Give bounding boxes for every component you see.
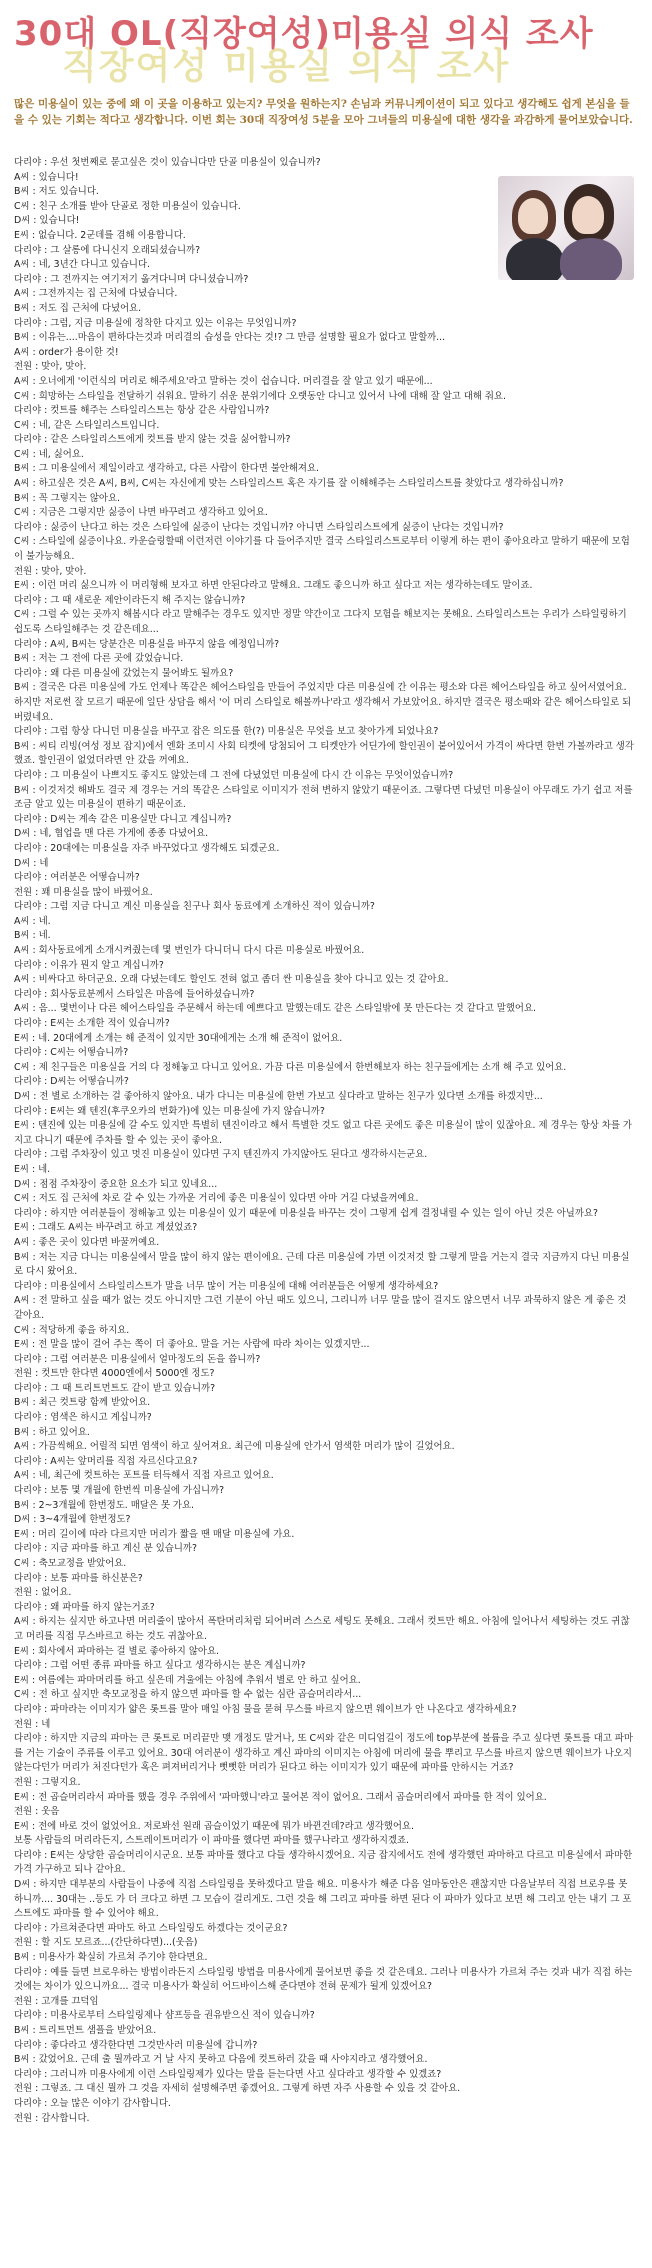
dialog-line: 다리야 : E씨는 소개한 적이 있습니까? <box>14 1018 170 1030</box>
dialog-line: B씨 : 트리트먼트 샘플을 받았어요. <box>14 2025 157 2036</box>
dialog-line: 다리야 : 지금 파마를 하고 계신 분 있습니까? <box>14 1543 197 1555</box>
dialog-line: E씨 : 네. 20대에게 소개는 해 준적이 있지만 30대에게는 소개 해 준적이 없어요. <box>14 1032 343 1044</box>
dialog-line: 다리야 : 그 때 트리트먼트도 같이 받고 있습니까? <box>14 1382 216 1394</box>
dialog-line: 다리야 : 오늘 많은 이야기 감사합니다. <box>14 2097 171 2109</box>
dialog-line: E씨 : 이런 머리 싫으니까 이 머리형해 보자고 하면 안된다라고 말해요. 그래도 좋으니까 하고 싶다고 저는 생각하는데도 말이죠. <box>14 580 533 592</box>
title-shadow: 직장여성 미용실 의식 조사 <box>62 46 511 87</box>
dialog-line: A씨 : 오너에게 '이런식의 머리로 해주세요'라고 말하는 것이 쉽습니다. 머리결을 잘 알고 있기 때문에... <box>14 375 433 387</box>
dialog-line: A씨 : 전 말하고 싶을 때가 없는 것도 아니지만 그런 기분이 아닌 때도 있으니, 그리니까 너무 말을 많이 걸지도 않으면서 너무 과묵하지 않은 게 좋은 것 같아요. <box>14 1295 627 1321</box>
dialog-line: A씨 : 네, 최근에 컷트하는 포트를 터득해서 직접 자르고 있어요. <box>14 1470 274 1482</box>
dialog-line: 다리야 : 보통 파마를 하신분은? <box>14 1572 143 1584</box>
dialog-line: 전원 : 할 지도 모르죠...(간단하다면)...(웃음) <box>14 1937 198 1949</box>
page-title: 30대 OL(직장여성)미용실 의식 조사 <box>14 14 594 54</box>
dialog-line: 전원 : 웃음 <box>14 1806 60 1818</box>
dialog-line: 다리야 : C씨는 어떻습니까? <box>14 1047 129 1059</box>
dialog-line: E씨 : 머리 길이에 따라 다르지만 머리가 짧을 땐 매달 미용실에 가요. <box>14 1528 295 1540</box>
dialog-line: 다리야 : 그 살롱에 다니신지 오래되셨습니까? <box>14 244 201 256</box>
dialog-line: B씨 : 네. <box>14 930 51 942</box>
dialog-line: 다리야 : 그럼 여러분은 미용실에서 얼마정도의 돈을 씁니까? <box>14 1353 261 1365</box>
dialog-line: 다리야 : A씨, B씨는 당분간은 미용실을 바꾸지 않을 예정입니까? <box>14 638 280 650</box>
dialog-line: C씨 : 네, 같은 스타일리스트입니다. <box>14 419 160 431</box>
dialog-line: B씨 : 저도 있습니다. <box>14 186 99 198</box>
dialog-line: A씨 : 그전까지는 집 근처에 다녔습니다. <box>14 288 178 300</box>
dialog-line: A씨 : 좋은 곳이 있다면 바꿀꺼예요. <box>14 1236 160 1248</box>
dialog-line: 다리야 : 그럼 항상 다니던 미용실을 바꾸고 잡은 의도를 한(?) 미용실은 무엇을 보고 찾아가게 되었나요? <box>14 726 439 738</box>
dialog-line: 다리야 : 회사동료분께서 스타일은 마음에 들어하셨습니까? <box>14 988 255 1000</box>
dialog-line: C씨 : 그럴 수 있는 곳까지 해봅시다 라고 말해주는 경우도 있지만 정말 약간이고 그다지 모험을 해보지는 못해요. 스타일리스트는 우리가 스타일링하기 쉽도록 스타일해주는 것 같은데요... <box>14 609 627 635</box>
dialog-line: C씨 : 네, 싫어요. <box>14 448 84 460</box>
dialog-line: A씨 : order가 용이한 것! <box>14 346 119 358</box>
dialog-line: 다리야 : E씨는 상당한 곱슬머리이시군요. 보통 파마를 했다고 다들 생각하시겠어요. 지금 잡지에서도 전에 생각했던 파마하고 다르고 미용실에서 파마한 가격 가구하고 되나 같아요. <box>14 1849 633 1876</box>
dialog-line: 다리야 : 그 전까지는 여기저기 옮겨다니며 다니셨습니까? <box>14 273 249 285</box>
dialog-line: 전원 : 그렇지요. <box>14 1776 81 1788</box>
dialog-line: 전원 : 맞아, 맞아. <box>14 565 87 577</box>
dialog-line: 다리야 : 그럼 주차장이 있고 멋진 미용실이 있다면 구지 텐진까지 가지않아도 된다고 생각하시는군요. <box>14 1149 428 1161</box>
dialog-line: E씨 : 없습니다. 2군데를 겸해 이용합니다. <box>14 229 186 241</box>
dialog-line: E씨 : 여름에는 파마머리를 하고 싶은데 겨울에는 아침에 추워서 별로 안 하고 싶어요. <box>14 1674 361 1686</box>
dialog-line: 다리야 : D씨는 계속 같은 미용실만 다니고 계십니까? <box>14 813 232 825</box>
dialog-line: C씨 : 희망하는 스타일을 전달하기 쉬워요. 말하기 쉬운 분위기에다 오랫동안 다니고 있어서 나에 대해 잘 알고 대해 줘요. <box>14 390 506 402</box>
dialog-line: B씨 : 이유는....마음이 편하다는것과 머리결의 습성을 안다는 것!? 그 만큼 설명할 필요가 없다고 말할까... <box>14 332 446 344</box>
dialog-line: B씨 : 2~3개월에 한번정도. 매달은 못 가요. <box>14 1499 195 1511</box>
dialog-line: E씨 : 전에 바로 것이 없었어요. 저로봐선 원래 곱슬이었기 때문에 뭐가 바뀐건데?라고 생각했어요. <box>14 1820 414 1832</box>
dialog-line: D씨 : 3~4개월에 한번정도? <box>14 1514 131 1526</box>
dialog-line: B씨 : 저는 그 전에 다른 곳에 갔었습니다. <box>14 653 184 665</box>
dialog-line: 다리야 : 20대에는 미용실을 자주 바꾸었다고 생각해도 되겠군요. <box>14 842 280 854</box>
dialog-line: B씨 : 미용사가 확실히 가르쳐 주기야 한다면요. <box>14 1952 208 1964</box>
dialog-line: B씨 : 결국은 다른 미용실에 가도 언제나 똑같은 헤어스타일을 만들어 주었지만 다른 미용실에 간 이유는 평소와 다른 헤어스타일을 하고 싶어서였어요. 하지만 저로썬 잘 모르기 때문에 일단 상담을 해서 '이 머리 스타일로 해볼까나'라고 생각해서 가보았어요. 하지만 결국은 평소때와 같은 헤어스타일로 되버렸네요. <box>14 682 632 723</box>
dialog-line: 다리야 : 왜 다른 미용실에 갔었는지 물어봐도 될까요? <box>14 667 234 679</box>
dialog-line: E씨 : 회사에서 파마하는 걸 별로 좋아하지 않아요. <box>14 1645 219 1657</box>
dialog-line: 전원 : 그렇죠. 그 대신 뭘까 그 것을 자세히 설명해주면 좋겠어요. 그렇게 하면 자주 사용할 수 있을 것 같아요. <box>14 2083 461 2095</box>
intro-paragraph: 많은 미용실이 있는 중에 왜 이 곳을 이용하고 있는지? 무엇을 원하는지? 손님과 커뮤니케이션이 되고 있다고 생각해도 쉽게 본심을 들을 수 있는 기회는 적다고 생각합니다. 이번 회는 30대 직장여성 5분을 모아 그녀들의 미용실에 대한 생각을 과감하게 물어보았습니다. <box>14 98 633 126</box>
dialog-line: E씨 : 텐진에 있는 미용실에 갈 수도 있지만 특별히 텐진이라고 해서 특별한 것도 없고 다른 곳에도 좋은 미용실이 많이 있잖아요. 제 경우는 항상 차를 가지고 다니기 때문에 주차를 할 수 있는 곳이 좋아요. <box>14 1120 632 1146</box>
dialog-line: B씨 : 최근 컷트랑 함께 받았어요. <box>14 1397 151 1409</box>
dialog-line: D씨 : 하지만 대부분의 사람들이 나중에 직접 스타일링을 못하겠다고 말을 해요. 미용사가 해준 다음 얼마동안은 괜찮지만 다음날부터 직접 브로우를 못하니까.... 30대는 ..등도 가 더 크다고 하면 그 모습이 걸리게도. 그런 것을 해 그리고 파마를 하면 된다 이 파마가 있다고 보면 해 그리고 안는 내기 그 포스트에도 파마를 할 수 있어야 해요. <box>14 1879 632 1920</box>
dialog-line: D씨 : 있습니다! <box>14 215 80 227</box>
dialog-line: C씨 : 축모교정을 받았어요. <box>14 1558 127 1569</box>
dialog-line: 다리야 : 보통 몇 개월에 한번씩 미용실에 가십니까? <box>14 1485 225 1497</box>
dialog-line: A씨 : 회사동료에게 소개시켜줬는데 몇 번인가 다니더니 다시 다른 미용실로 바꿨어요. <box>14 945 365 957</box>
dialog-line: A씨 : 비싸다고 하더군요. 오래 다녔는데도 할인도 전혀 없고 좀더 싼 미용실을 찾아 다니고 있는 것 같아요. <box>14 974 449 986</box>
dialog-line: A씨 : 음... 몇번이나 다른 헤어스타일을 주문해서 하는데 예쁘다고 말했는데도 같은 스타일밖에 못 만든다는 것 같다고 말했어요. <box>14 1003 536 1015</box>
dialog-line: D씨 : 전 별로 소개하는 걸 좋아하지 않아요. 내가 다니는 미용실에 한번 가보고 싶다라고 말하는 친구가 있다면 소개를 하겠지만... <box>14 1091 543 1102</box>
dialog-line: C씨 : 저도 집 근처에 차로 갈 수 있는 가까운 거리에 좋은 미용실이 있다면 아마 거길 다녔을꺼예요. <box>14 1193 419 1205</box>
dialog-line: E씨 : 전 곱슬머리라서 파마를 했을 경우 주위에서 '파마했니'라고 물어본 적이 없어요. 그래서 곱슬머리에서 파마를 한 적이 있어요. <box>14 1791 547 1803</box>
dialog-line: D씨 : 네 <box>14 857 49 869</box>
dialog-line: 다리야 : 하지만 지금의 파마는 큰 롯트로 머리끝만 맺 개정도 말거나, 또 C씨와 같은 미디엄길이 정도에 top부분에 볼륨을 주고 싶다면 롯트를 대고 파마를 거는 기술이 주류를 이루고 있어요. 30대 여러분이 생각하고 계신 파마의 이미지는 아침에 머리에 물을 뿌리고 무스를 바르지 않으면 웨이브가 나오지 않는다던가 머리가 처진다던가 혹은 펴져버리거나 뻣뻣한 머리가 된다고 하는 이미지가 있기 때문에 파마를 안하시는 거죠? <box>14 1733 633 1774</box>
dialog-line: 다리야 : 가르쳐준다면 파마도 하고 스타일링도 하겠다는 것이군요? <box>14 1922 288 1934</box>
dialog-line: A씨 : 가끔씩해요. 어릴적 되면 염색이 하고 싶어져요. 최근에 미용실에 안가서 염색한 머리가 많이 길었어요. <box>14 1441 455 1453</box>
title-area <box>0 0 652 92</box>
dialog-line: 다리야 : 그럼 어떤 종류 파마를 하고 싶다고 생각하시는 분은 계십니까? <box>14 1660 306 1672</box>
dialog-line: B씨 : 갔었어요. 근데 출 뭘까라고 거 날 사지 못하고 다음에 컷트하러 갔을 때 사야지라고 생각했어요. <box>14 2054 428 2066</box>
dialog-line: C씨 : 친구 소개를 받아 단골로 정한 미용실이 있습니다. <box>14 200 241 212</box>
dialog-line: 보통 사람들의 머리라든지, 스트레이트머리가 이 파마를 했다면 파마를 했구나라고 생각하지겠죠. <box>14 1835 410 1847</box>
dialog-line: 다리야 : 좋다라고 생각한다면 그것만사러 미용실에 갑니까? <box>14 2039 258 2051</box>
dialog-line: B씨 : 하고 있어요. <box>14 1426 90 1438</box>
dialog-line: A씨 : 네. <box>14 915 51 927</box>
dialog-line: 다리야 : E씨는 왜 텐진(후쿠오카의 번화가)에 있는 미용실에 가지 않습니까? <box>14 1105 325 1117</box>
dialog-line: E씨 : 전 말을 많이 걸어 주는 쪽이 더 좋아요. 말을 거는 사람에 따라 차이는 있겠지만... <box>14 1339 370 1351</box>
dialog-line: B씨 : 이것저것 해봐도 결국 제 경우는 거의 똑같은 스타일로 이미지가 전혀 변하지 않았기 때문이죠. 그렇다면 다녔던 미용실이 아무래도 가기 쉽고 저를 조금 알고 있는 미용실이 편하기 때문이죠. <box>14 784 633 811</box>
dialog-line: C씨 : 지금은 그렇지만 싫증이 나면 바꾸려고 생각하고 있어요. <box>14 507 268 519</box>
dialog-line: 전원 : 네 <box>14 1718 51 1730</box>
dialog-line: 다리야 : 그 미용실이 나쁘지도 좋지도 않았는데 그 전에 다녔었던 미용실에 다시 간 이유는 무엇이었습니까? <box>14 769 454 781</box>
dialog-line: 전원 : 맞아, 맞아. <box>14 361 87 373</box>
dialog-line: 전원 : 컷트만 한다면 4000엔에서 5000엔 정도? <box>14 1368 215 1380</box>
dialog-line: A씨 : 하지는 싶지만 하고나면 머리줄이 많아서 폭탄머리처럼 되어버려 스스로 세팅도 못해요. 그래서 컷트만 해요. 아침에 일어나서 세팅하는 것도 귀찮고 머리를 직접 무스바르고 하는 것도 귀찮아요. <box>14 1616 630 1642</box>
dialog-line: 다리야 : 이유가 뭔지 알고 계십니까? <box>14 959 164 971</box>
dialog-line: 다리야 : 파마라는 이미지가 얇은 롯트를 말아 매일 아침 물을 묻혀 무스를 바르지 않으면 웨이브가 안 나온다고 생각하세요? <box>14 1703 517 1715</box>
dialog-line: 전원 : 고개를 끄덕임 <box>14 1995 99 2007</box>
dialog-line: C씨 : 전 하고 싶지만 축모교정을 하지 않으면 파마를 할 수 없는 심란 곱슬머리라서... <box>14 1689 362 1701</box>
dialog-line: 다리야 : 그럼 지금 다니고 계신 미용실을 친구나 회사 동료에게 소개하신 적이 있습니까? <box>14 901 375 913</box>
dialog-line: 다리야 : 하지만 여러분들이 정해놓고 있는 미용실이 있기 때문에 미용실을 바꾸는 것이 그렇게 쉽게 결정내릴 수 있는 일이 아닌 것은 아닐까요? <box>14 1207 598 1219</box>
dialog-line: 다리야 : 그러니까 미용사에게 이런 스타일링제가 있다는 말을 듣는다면 사고 싶다라고 생각할 수 있겠죠? <box>14 2068 442 2080</box>
dialog-line: D씨 : 점점 주차장이 중요한 요소가 되고 있네요... <box>14 1178 218 1190</box>
dialog-line: A씨 : 네, 3년간 다니고 있습니다. <box>14 259 151 271</box>
dialog-line: 다리야 : 같은 스타일리스트에게 컷트를 받지 않는 것을 싫어합니까? <box>14 434 291 446</box>
dialog-line: 전원 : 없어요. <box>14 1587 72 1599</box>
dialog-line: C씨 : 적당하게 좋을 하지요. <box>14 1324 130 1336</box>
dialog-line: C씨 : 제 친구들은 미용실을 거의 다 정해놓고 다니고 있어요. 가끔 다른 미용실에서 한번해보자 하는 친구들에게는 소개 해 주고 있어요. <box>14 1061 567 1073</box>
interview-dialog <box>14 156 636 2126</box>
dialog-line: 다리야 : 싫증이 난다고 하는 것은 스타일에 싫증이 난다는 것입니까? 아니면 스타일리스트에게 싫증이 난다는 것입니까? <box>14 521 504 533</box>
dialog-line: A씨 : 있습니다! <box>14 171 79 183</box>
dialog-line: 다리야 : 우선 첫번째로 묻고싶은 것이 있습니다만 단골 미용실이 있습니까? <box>14 157 321 168</box>
dialog-line: B씨 : 그 미용실에서 제일이라고 생각하고, 다른 사람이 한다면 불안해져요. <box>14 463 320 475</box>
dialog-line: E씨 : 그래도 A씨는 바꾸려고 하고 계셨었죠? <box>14 1222 198 1234</box>
dialog-line: 다리야 : 염색은 하시고 계십니까? <box>14 1412 152 1424</box>
dialog-line: B씨 : 저도 집 근처에 다녔어요. <box>14 302 142 314</box>
dialog-line: B씨 : 꼭 그렇지는 않아요. <box>14 492 120 504</box>
dialog-line: A씨 : 하고싶은 것은 A씨, B씨, C씨는 자신에게 맞는 스타일리스트 혹은 자기를 잘 이해해주는 스타일리스트를 찾았다고 생각하십니까? <box>14 478 564 490</box>
dialog-line: 전원 : 꽤 미용실을 많이 바꿨어요. <box>14 886 153 898</box>
dialog-line: 다리야 : A씨는 앞머리를 직접 자르신다고요? <box>14 1455 198 1467</box>
dialog-line: 다리야 : 미용실에서 스타일리스트가 말을 너무 많이 거는 미용실에 대해 여러분들은 어떻게 생각하세요? <box>14 1280 439 1292</box>
dialog-line: E씨 : 네. <box>14 1163 51 1175</box>
dialog-line: 다리야 : D씨는 어떻습니까? <box>14 1076 129 1088</box>
dialog-line: 다리야 : 컷트를 해주는 스타일리스트는 항상 같은 사람입니까? <box>14 405 270 417</box>
dialog-line: 다리야 : 그 때 새로운 제안이라든지 해 주지는 않습니까? <box>14 594 246 606</box>
dialog-line: 전원 : 감사합니다. <box>14 2112 90 2124</box>
dialog-line: 다리야 : 그럼, 지금 미용실에 정착한 다지고 있는 이유는 무엇입니까? <box>14 317 297 329</box>
dialog-line: 다리야 : 미용사로부터 스타일링제나 샴프등을 권유받으신 적이 있습니까? <box>14 2010 315 2022</box>
dialog-line: C씨 : 스타일에 싫증이나요. 카운슬링할때 이런저런 이야기를 다 들어주지만 결국 스타일리스트로부터 이렇게 하는 편이 좋아요라고 말하기 때문에 모험이 불가능해요. <box>14 536 630 563</box>
dialog-line: 다리야 : 예를 들면 브로우하는 방법이라든지 스타일링 방법을 미용사에게 물어보면 좋을 것 같은데요. 그러나 미용사가 가르쳐 주는 것과 내가 직접 하는 것에는 차이가 있으니까요... 결국 미용사가 확실히 어드바이스해 준다면야 전혀 문제가 될게 있겠어요? <box>14 1966 633 1993</box>
dialog-line: B씨 : 저는 지금 다니는 미용실에서 말을 많이 하지 않는 편이에요. 근데 다른 미용실에 가면 이것저것 할 그렇게 말을 거는지 결국 지금까지 다닌 미용실로 다시 왔어요. <box>14 1251 630 1278</box>
dialog-line: 다리야 : 여러분은 어떻습니까? <box>14 872 140 884</box>
dialog-line: 다리야 : 왜 파마를 하지 않는거죠? <box>14 1601 155 1613</box>
dialog-line: B씨 : 씨티 리빙(여성 정보 잡지)에서 엔화 조미시 사회 티켓에 당첨되어 그 티켓안가 어딘가에 할인권이 붙어있어서 가격이 싸다면 한번 가볼까라고 생각했죠. 할인권이 없었더라면 안 갔을 꺼예요. <box>14 740 634 767</box>
dialog-line: D씨 : 네, 협업을 맨 다른 가게에 종종 다녔어요. <box>14 828 209 840</box>
